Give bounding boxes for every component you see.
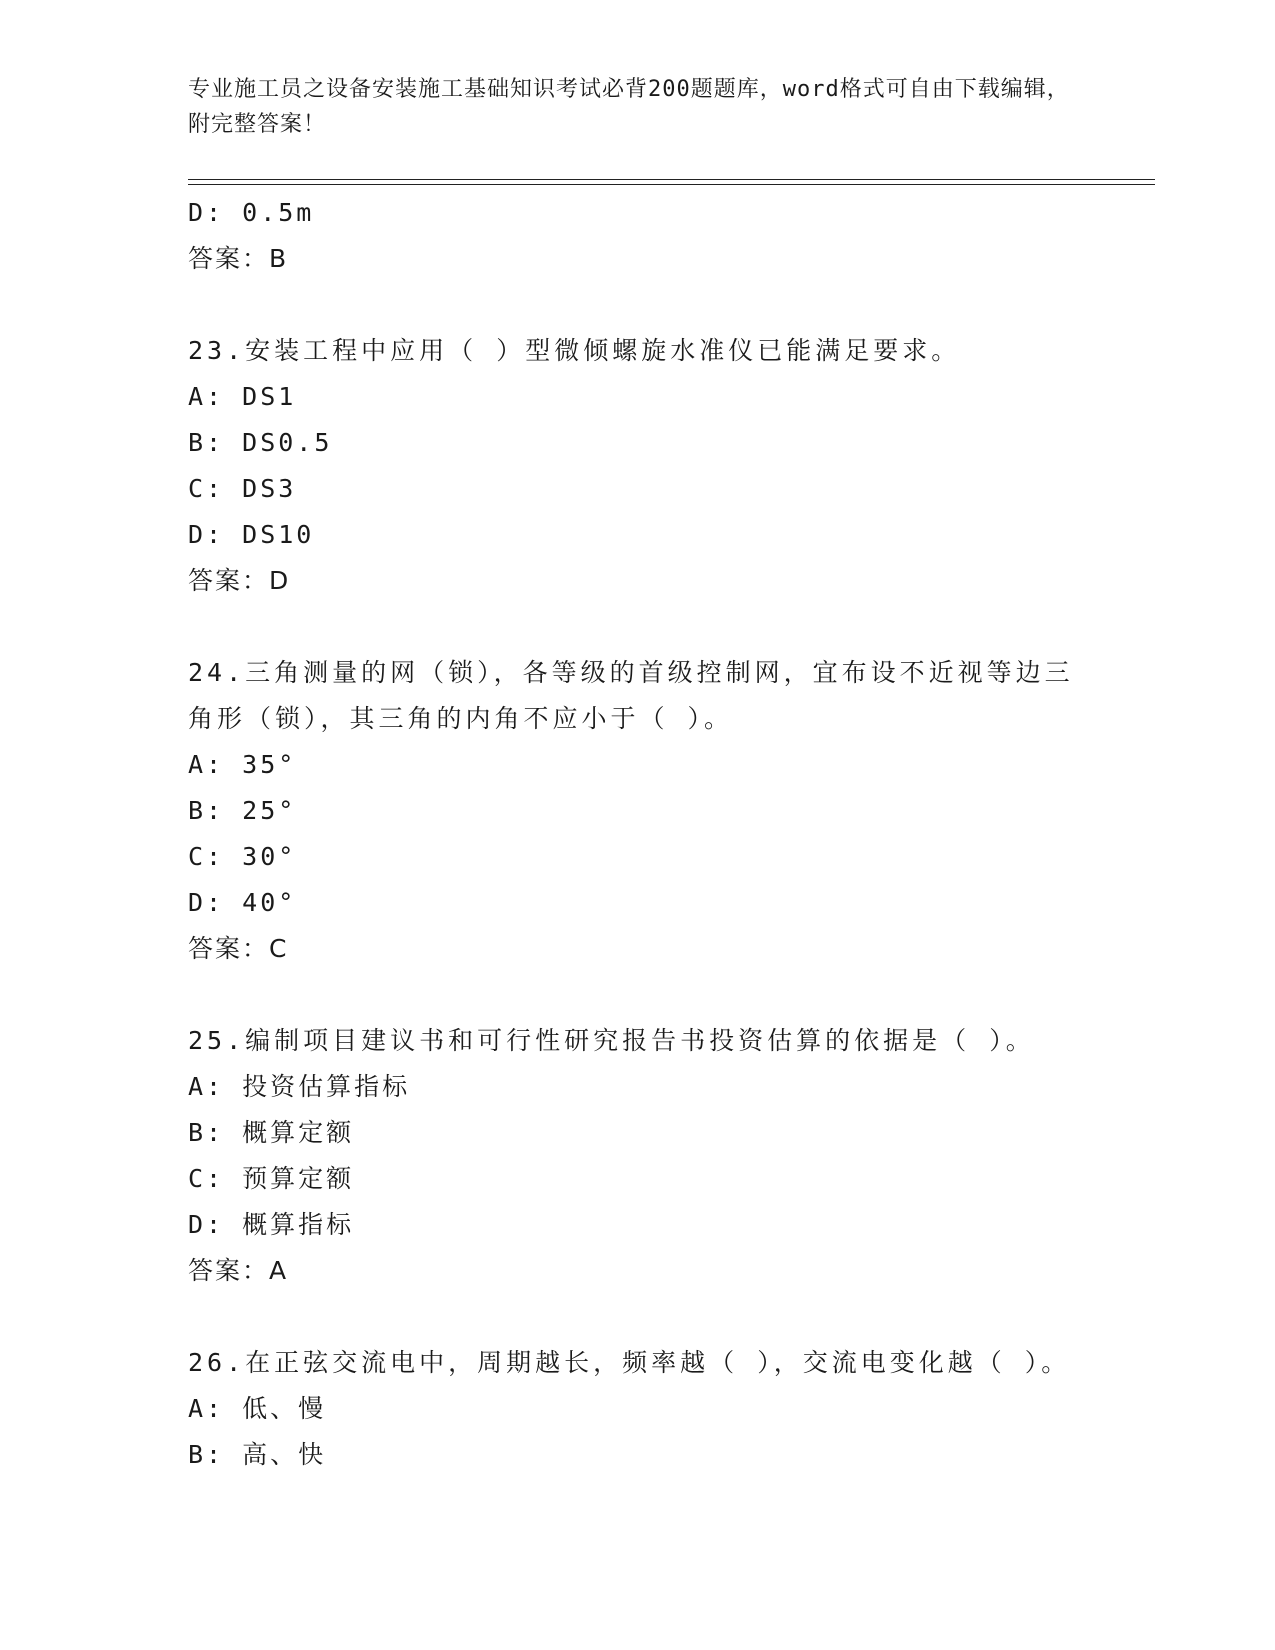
answer-line: 答案：D <box>188 566 291 595</box>
option-d: D: 概算指标 <box>188 1210 355 1239</box>
option-d: D: DS10 <box>188 520 315 549</box>
answer-line: 答案：C <box>188 934 289 963</box>
question-block <box>188 650 1088 972</box>
spacer <box>188 282 1088 328</box>
option-d: D: 40° <box>188 888 297 917</box>
option-b: B: 高、快 <box>188 1440 327 1469</box>
option-a: A: 投资估算指标 <box>188 1072 411 1101</box>
option-c: C: DS3 <box>188 474 297 503</box>
option-b: B: DS0.5 <box>188 428 333 457</box>
header-rule-bottom <box>188 184 1155 185</box>
option-a: A: 35° <box>188 750 297 779</box>
document-header: 专业施工员之设备安装施工基础知识考试必背200题题库，word格式可自由下载编辑，附完整答案！ <box>188 77 1070 137</box>
answer-line: 答案：A <box>188 1256 289 1285</box>
question-block <box>188 1018 1088 1294</box>
question-block <box>188 1340 1088 1478</box>
option-b: B: 概算定额 <box>188 1118 355 1147</box>
spacer <box>188 972 1088 1018</box>
option-d: D: 0.5m <box>188 198 315 227</box>
option-c: C: 预算定额 <box>188 1164 355 1193</box>
option-a: A: 低、慢 <box>188 1394 327 1423</box>
header-rule-top <box>188 179 1155 180</box>
question-text: 24.三角测量的网（锁），各等级的首级控制网，宜布设不近视等边三角形（锁），其三角的内角不应小于（ ）。 <box>188 658 1074 733</box>
answer-line: 答案：B <box>188 244 289 273</box>
question-text: 23.安装工程中应用（ ）型微倾螺旋水准仪已能满足要求。 <box>188 336 961 365</box>
question-text: 26.在正弦交流电中，周期越长，频率越（ ），交流电变化越（ ）。 <box>188 1348 1071 1377</box>
spacer <box>188 1294 1088 1340</box>
spacer <box>188 604 1088 650</box>
question-block <box>188 328 1088 604</box>
document-body <box>188 190 1088 1478</box>
option-c: C: 30° <box>188 842 297 871</box>
question-text: 25.编制项目建议书和可行性研究报告书投资估算的依据是（ ）。 <box>188 1026 1035 1055</box>
option-a: A: DS1 <box>188 382 297 411</box>
option-b: B: 25° <box>188 796 297 825</box>
